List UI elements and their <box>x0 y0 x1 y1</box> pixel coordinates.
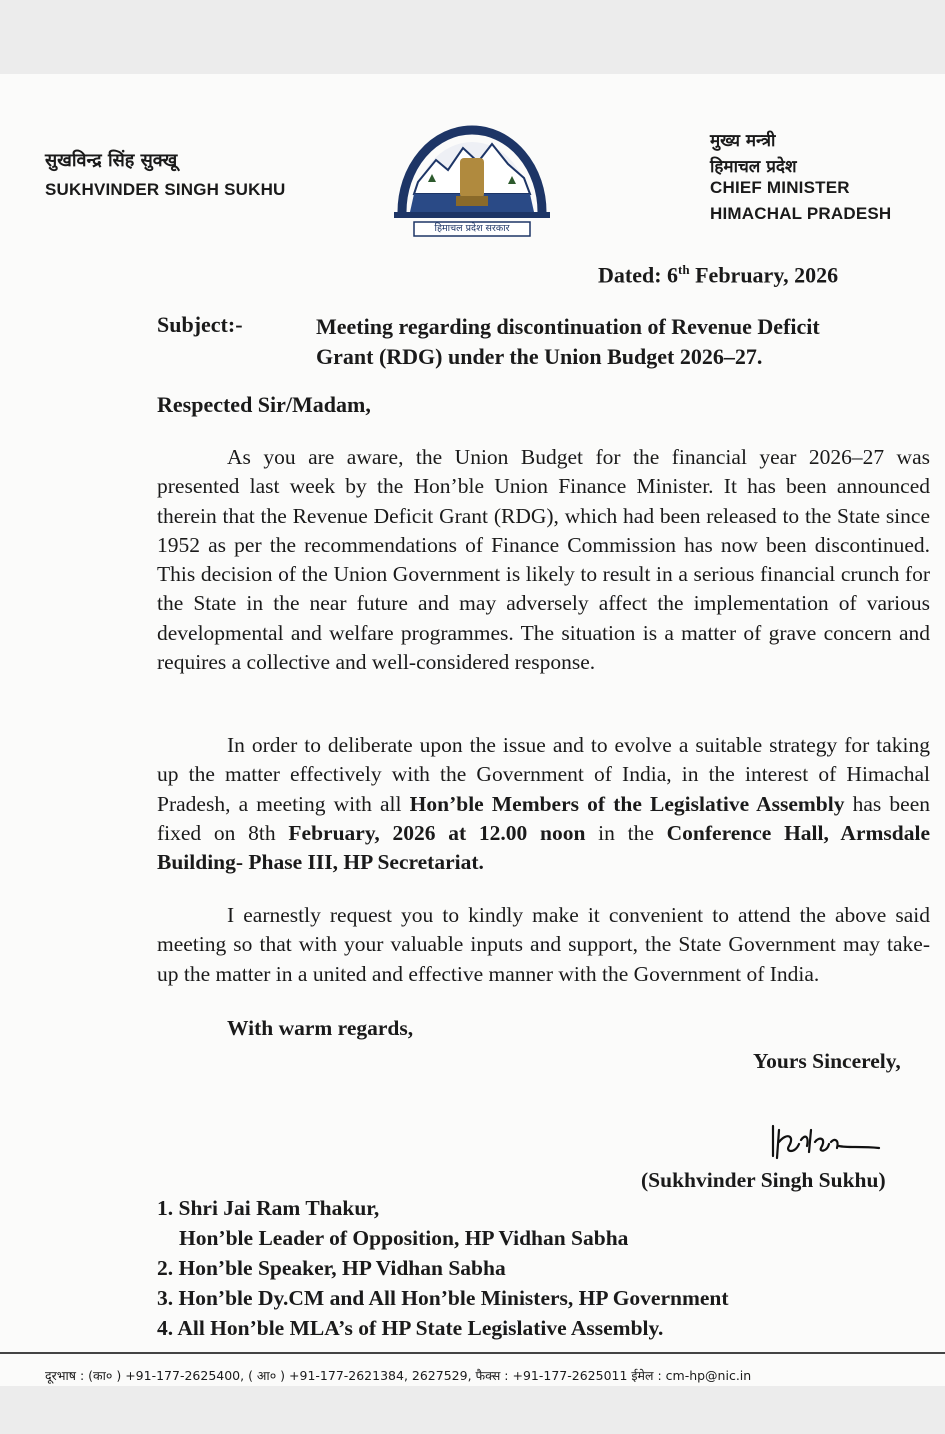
subject-text: Meeting regarding discontinuation of Revenue Deficit Grant (RDG) under the Union Budget 2026–27. <box>316 314 820 369</box>
signatory-name: (Sukhvinder Singh Sukhu) <box>641 1168 886 1192</box>
closing-regards: With warm regards, <box>227 1016 414 1040</box>
list-item: 2. Hon’ble Speaker, HP Vidhan Sabha <box>157 1256 506 1280</box>
list-item: 3. Hon’ble Dy.CM and All Hon’ble Ministers, HP Government <box>157 1286 729 1310</box>
name-hindi: सुखविन्द्र सिंह सुक्खू <box>45 150 178 171</box>
state-emblem-logo <box>388 112 556 238</box>
designation-english-2: HIMACHAL PRADESH <box>710 204 892 223</box>
list-item: 1. Shri Jai Ram Thakur, <box>157 1196 380 1220</box>
list-item: 4. All Hon’ble MLA’s of HP State Legislative Assembly. <box>157 1316 664 1340</box>
designation-hindi-1: मुख्य मन्त्री <box>710 131 776 151</box>
designation-hindi-2: हिमाचल प्रदेश <box>710 157 797 177</box>
paragraph-2: In order to deliberate upon the issue and to evolve a suitable strategy for taking up the matter effectively with the Government of India, in the interest of Himachal Pradesh, a meeting with all Hon’ble Members of the Legislative Assembly has been fixed on 8th February, 2026 at 12.00 noon in the Conference Hall, Armsdale Building- Phase III, HP Secretariat. <box>157 733 930 875</box>
paragraph-3: I earnestly request you to kindly make it convenient to attend the above said meeting so that with your valuable inputs and support, the State Government may take- up the matter in a united and effective manner with the Government of India. <box>157 903 930 986</box>
name-english: SUKHVINDER SINGH SUKHU <box>45 180 286 199</box>
footer-divider <box>0 1352 945 1354</box>
subject-label: Subject:- <box>157 312 243 337</box>
paragraph-1: As you are aware, the Union Budget for the financial year 2026–27 was presented last week by the Hon’ble Union Finance Minister. It has been announced therein that the Revenue Deficit Grant (RDG), which had been released to the State since 1952 as per the recommendations of Finance Commission has now been discontinued. This decision of the Union Government is likely to result in a serious financial crunch for the State in the near future and may adversely affect the implementation of various developmental and welfare programmes. The situation is a matter of grave concern and requires a collective and well-considered response. <box>157 445 930 675</box>
designation-english-1: CHIEF MINISTER <box>710 178 850 197</box>
yours-sincerely: Yours Sincerely, <box>753 1049 901 1073</box>
recipient-list <box>157 1193 729 1343</box>
footer-contact: दूरभाष : (का० ) +91-177-2625400, ( आ० ) +91-177-2621384, 2627529, फैक्स : +91-177-2625011 ईमेल : cm-hp@nic.in <box>45 1368 752 1383</box>
emblem-caption: हिमाचल प्रदेश सरकार <box>434 223 510 234</box>
handwritten-signature <box>765 1112 885 1172</box>
salutation: Respected Sir/Madam, <box>157 392 371 417</box>
list-item: Hon’ble Leader of Opposition, HP Vidhan Sabha <box>179 1226 629 1250</box>
letter-date: Dated: 6th February, 2026 <box>598 262 839 288</box>
